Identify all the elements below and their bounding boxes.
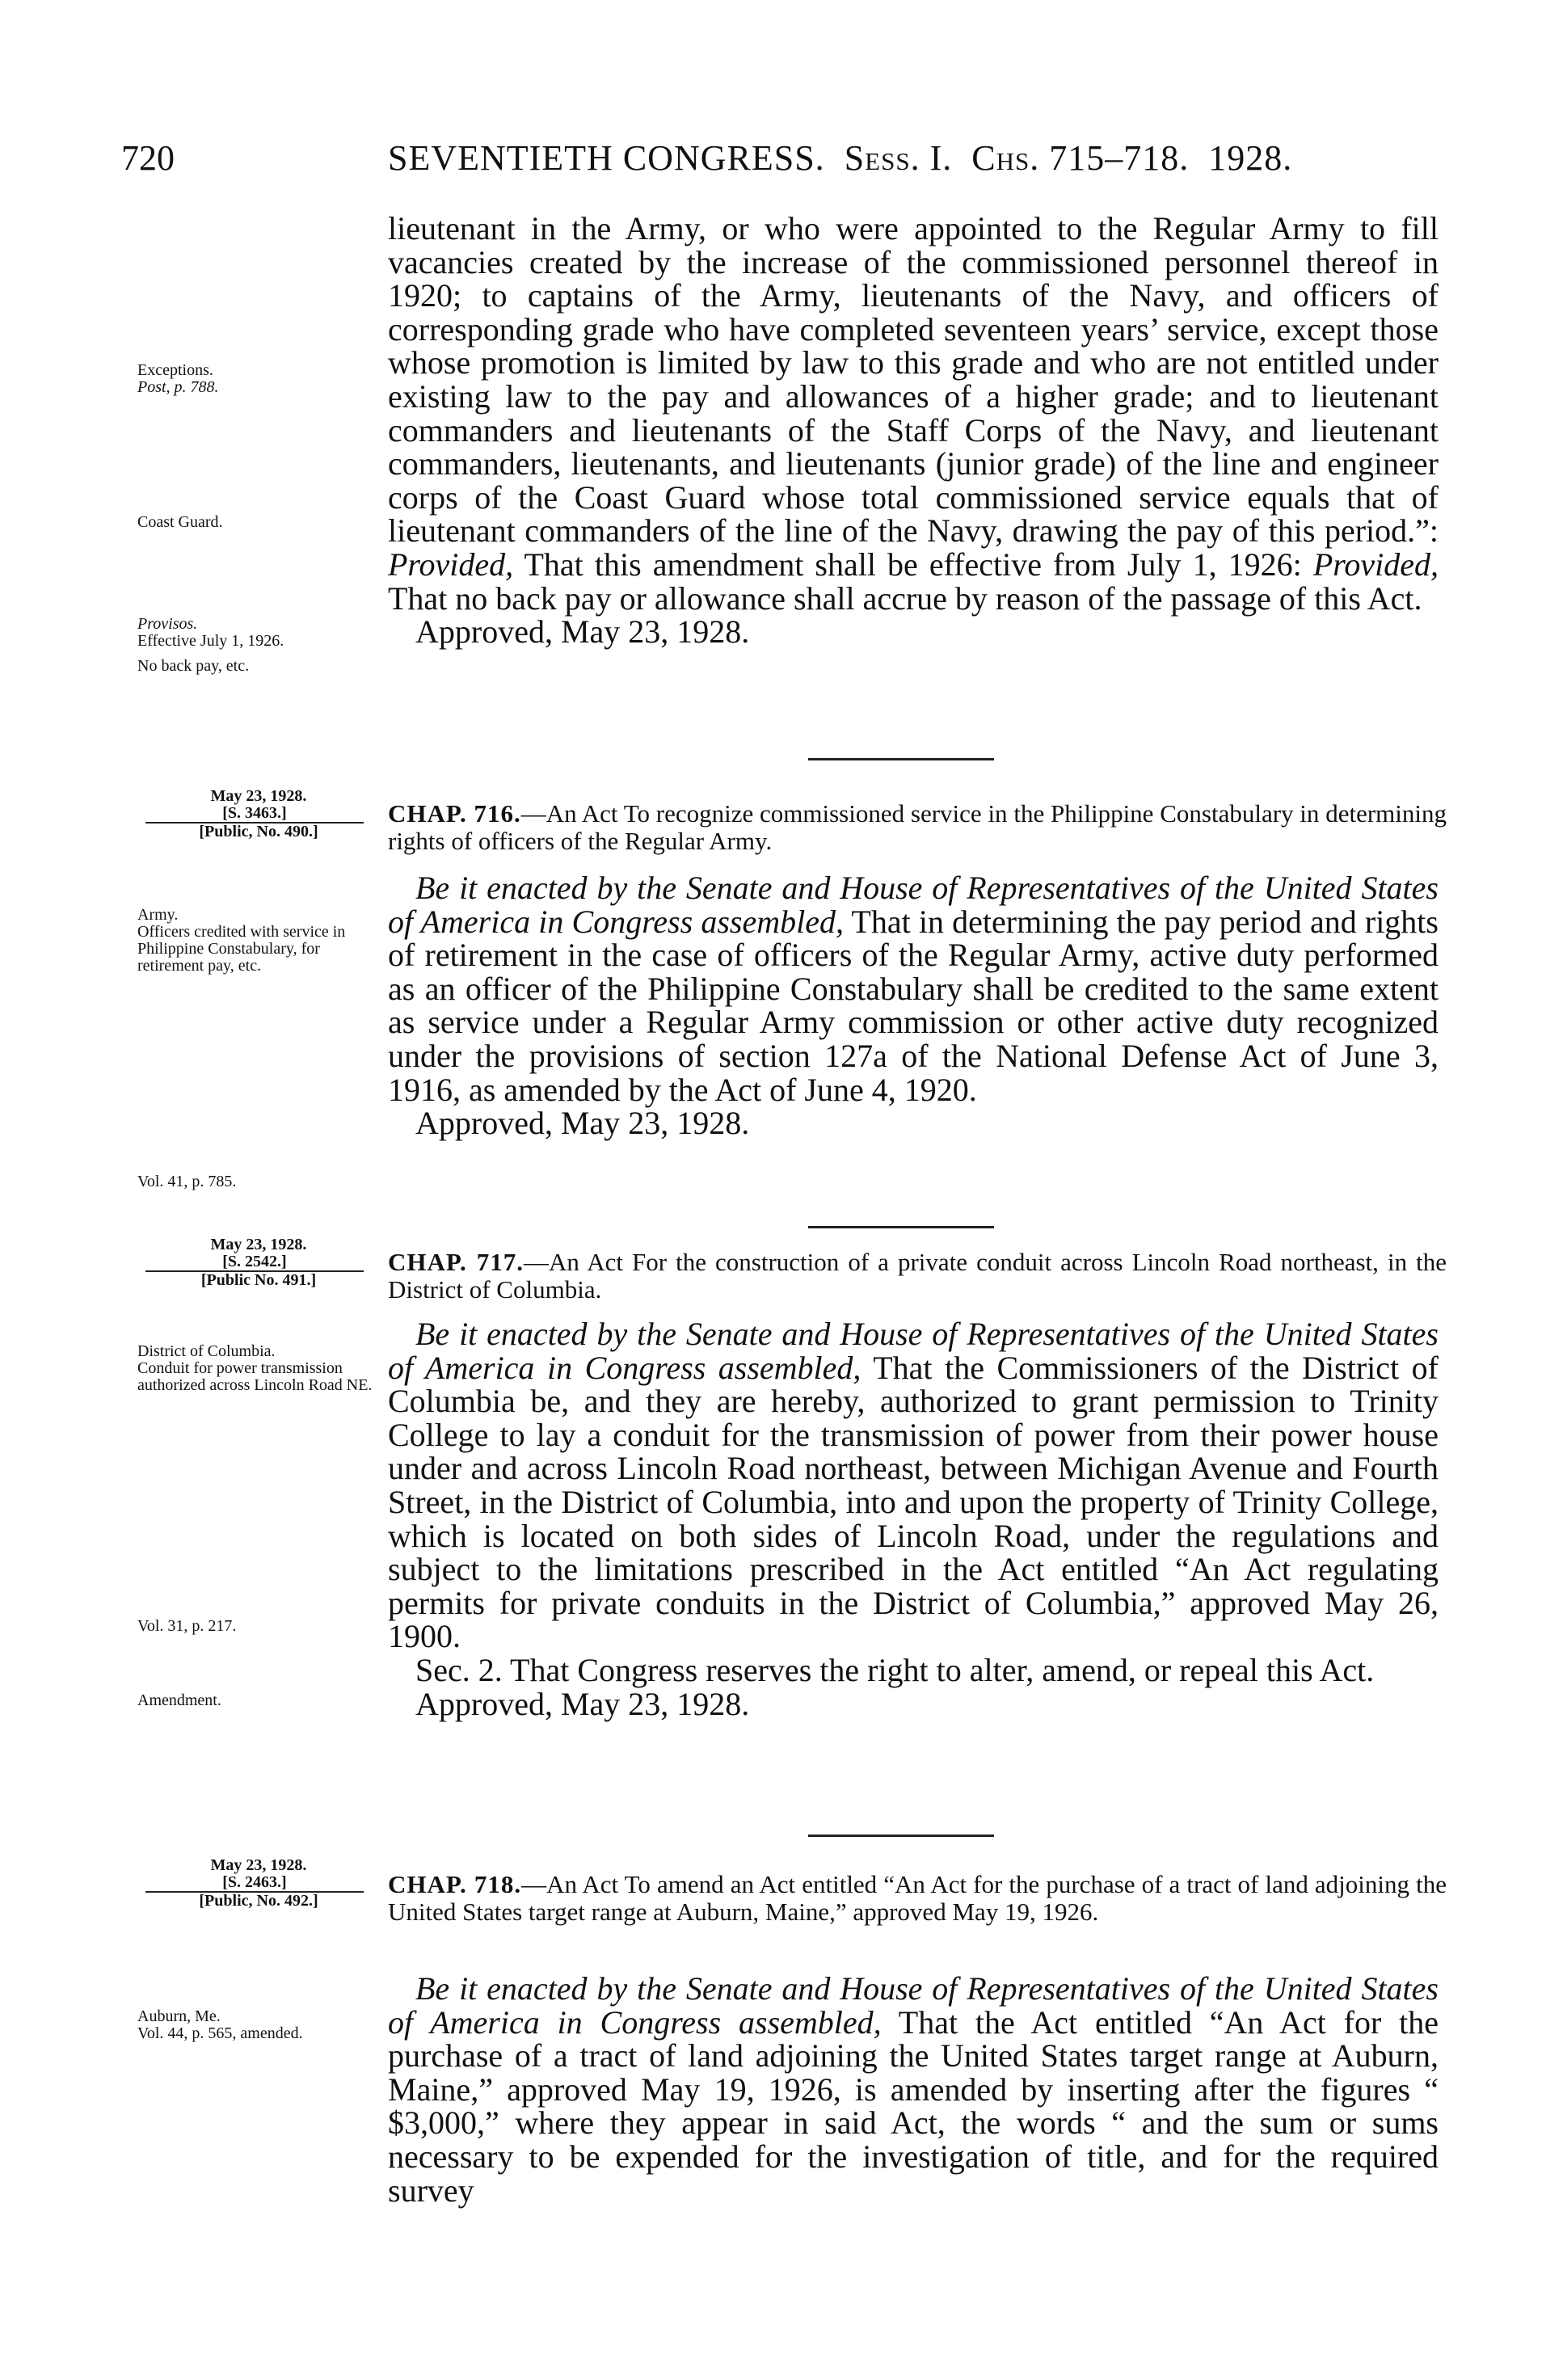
- chapter-number: CHAP. 716.: [388, 799, 521, 828]
- margin-coast-guard: Coast Guard.: [137, 513, 223, 531]
- chap717-body: Be it enacted by the Senate and House of Representatives of the United States of America in Congress assembled, That the Commissioners of the District of Columbia be, and they are hereby, authorized to grant permission to Trinity College to lay a conduit for the transmission of power from their power house under and across Lincoln Road northeast, between Michigan Avenue and Fourth Street, in the District of Columbia, into and upon the property of Trinity College, which is located on both sides of Lincoln Road, under the regulations and subject to the limitations prescribed in the Act entitled “An Act regulating permits for private conduits in the District of Columbia,” approved May 26, 1900. Sec. 2. That Congress reserves the right to alter, amend, or repeal this Act. Approved, May 23, 1928.: [388, 1316, 1439, 1722]
- margin-provisos: Provisos. Effective July 1, 1926. No back pay, etc.: [137, 615, 284, 675]
- chapter-number: CHAP. 717.: [388, 1248, 524, 1276]
- approved-line: Approved, May 23, 1928.: [415, 1685, 750, 1722]
- page-number: 720: [121, 138, 175, 178]
- section-divider: [808, 1834, 994, 1837]
- margin-district: District of Columbia. Conduit for power transmission authorized across Lincoln Road NE.: [137, 1342, 373, 1394]
- running-head: [388, 137, 1292, 179]
- chap718-dates: May 23, 1928. [S. 2463.] [Public, No. 492.]: [137, 1857, 380, 1910]
- year-label: 1928.: [1208, 138, 1293, 178]
- approved-line: Approved, May 23, 1928.: [415, 1105, 750, 1142]
- margin-exceptions: Exceptions. Post, p. 788.: [137, 361, 219, 396]
- margin-vol41: Vol. 41, p. 785.: [137, 1173, 237, 1190]
- section-2: Sec. 2. That Congress reserves the right to alter, amend, or repeal this Act.: [415, 1651, 1375, 1688]
- chap716-heading: CHAP. 716.—An Act To recognize commissioned service in the Philippine Constabulary in determining rights of officers of the Regular Army.: [388, 799, 1447, 855]
- chap717-heading: CHAP. 717.—An Act For the construction of a private conduit across Lincoln Road northeast, in the District of Columbia.: [388, 1248, 1447, 1304]
- chapters-label: Chs. 715–718.: [971, 138, 1190, 178]
- session-label: Sess. I.: [844, 138, 953, 178]
- chap718-body: Be it enacted by the Senate and House of Representatives of the United States of America in Congress assembled, That the Act entitled “An Act for the purchase of a tract of land adjoining the United States target range at Auburn, Maine,” approved May 19, 1926, is amended by inserting after the figures “ $3,000,” where they appear in said Act, the words “ and the sum or sums necessary to be expended for the investigation of title, and for the required survey: [388, 1970, 1439, 2209]
- chapter-number: CHAP. 718.: [388, 1870, 522, 1898]
- page-header: [121, 137, 1447, 186]
- margin-auburn: Auburn, Me. Vol. 44, p. 565, amended.: [137, 2007, 303, 2042]
- chap717-dates: May 23, 1928. [S. 2542.] [Public No. 491.]: [137, 1236, 380, 1289]
- chap716-body: Be it enacted by the Senate and House of Representatives of the United States of America in Congress assembled, That in determining the pay period and rights of retirement in the case of officers of the Regular Army, active duty performed as an officer of the Philippine Constabulary shall be credited to the same extent as service under a Regular Army commission or other active duty recognized under the provisions of section 127a of the National Defense Act of June 3, 1916, as amended by the Act of June 4, 1920. Approved, May 23, 1928.: [388, 870, 1439, 1142]
- section-divider: [808, 758, 994, 760]
- continuation-text: lieutenant in the Army, or who were appointed to the Regular Army to fill vacancies created by the increase of the commissioned personnel thereof in 1920; to captains of the Army, lieutenants of the Navy, and officers of corresponding grade who have completed seventeen years’ service, except those whose promotion is limited by law to this grade and who are not entitled under existing law to the pay and allowances of a higher grade; and to lieutenant commanders and lieutenants of the Staff Corps of the Navy, and lieutenant commanders, lieutenants, and lieutenants (junior grade) of the line and engineer corps of the Coast Guard whose total commissioned service equals that of lieutenant commanders of the line of the Navy, drawing the pay of this period.”: Provided, That this amendment shall be effective from July 1, 1926: Provided, That no back pay or allowance shall accrue by reason of the passage of this Act. Approved, May 23, 1928.: [388, 210, 1439, 651]
- margin-amendment: Amendment.: [137, 1691, 221, 1709]
- congress-title: SEVENTIETH CONGRESS.: [388, 138, 825, 178]
- chap716-dates: May 23, 1928. [S. 3463.] [Public, No. 490.]: [137, 788, 380, 840]
- chap718-heading: CHAP. 718.—An Act To amend an Act entitled “An Act for the purchase of a tract of land adjoining the United States target range at Auburn, Maine,” approved May 19, 1926.: [388, 1870, 1447, 1926]
- margin-army: Army. Officers credited with service in Philippine Constabulary, for retirement pay, etc.: [137, 906, 346, 975]
- approved-line: Approved, May 23, 1928.: [415, 613, 750, 651]
- margin-vol31: Vol. 31, p. 217.: [137, 1617, 237, 1635]
- section-divider: [808, 1226, 994, 1228]
